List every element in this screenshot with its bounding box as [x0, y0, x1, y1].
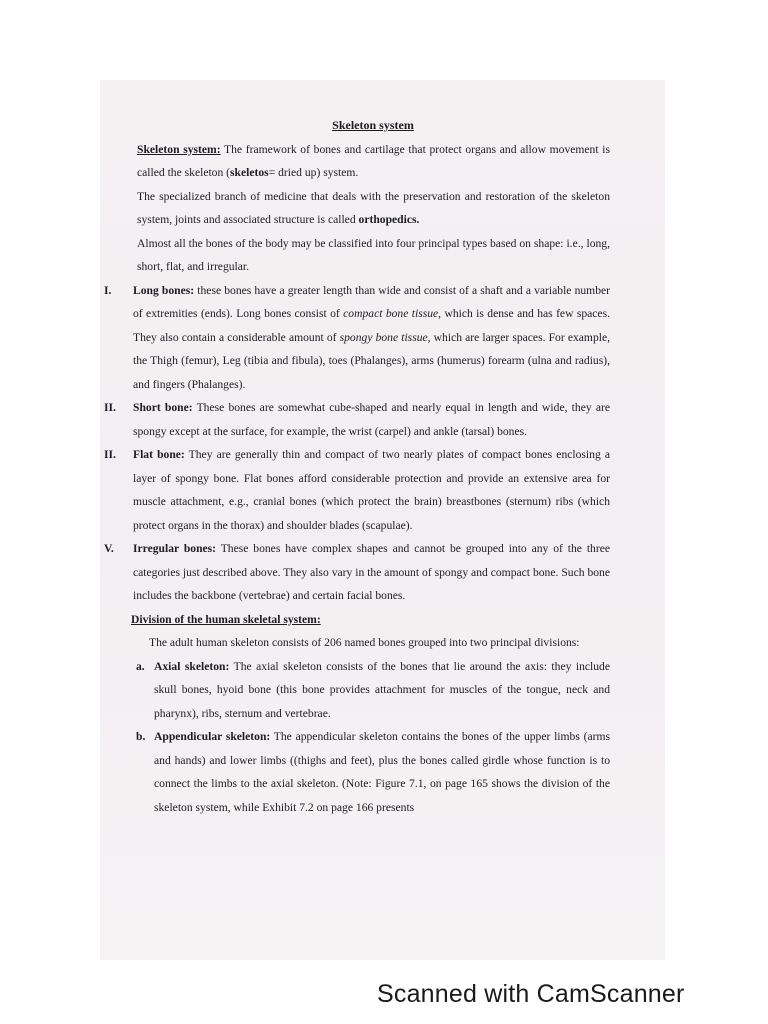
- camscanner-watermark: Scanned with CamScanner: [377, 980, 685, 1008]
- bone-type-text: They are generally thin and compact of two nearly plates of compact bones enclosing a layer of spongy bone. Flat bones afford considerable protection and provide an extensive area for muscle attachment, e.g., cranial bones (which protect the brain) breastbones (sternum) ribs (which protect organs in the thorax) and shoulder blades (scapulae).: [133, 448, 610, 532]
- bone-type-numeral: II.: [104, 401, 116, 414]
- bone-type-long: [104, 279, 611, 397]
- bone-type-numeral: I.: [104, 283, 112, 297]
- bone-type-text: , which is dense and has few spaces. They also contain a considerable amount of: [133, 307, 610, 344]
- bone-type-text: These bones have complex shapes and cannot be grouped into any of the three categories just described above. They also vary in the amount of spongy and compact bone. Such bone includes the backbone (vertebrae) and certain facial bones.: [133, 542, 610, 602]
- ortho-text: The specialized branch of medicine that deals with the preservation and restoration of the skeleton system, joints and associated structure is called: [137, 189, 610, 226]
- division-letter: b.: [136, 730, 146, 743]
- bone-type-text: These bones are somewhat cube-shaped and nearly equal in length and wide, they are spongy except at the surface, for example, the wrist (carpel) and ankle (tarsal) bones.: [133, 401, 610, 438]
- spongy-bone-tissue: spongy bone tissue: [339, 330, 428, 344]
- ortho-term: orthopedics.: [358, 213, 420, 226]
- division-intro: The adult human skeleton consists of 206 named bones grouped into two principal divisions:: [149, 636, 580, 649]
- bone-type-irregular: [104, 537, 610, 608]
- compact-bone-tissue: compact bone tissue: [343, 307, 439, 320]
- bone-type-text: these bones have a greater length than wide and consist of a shaft and a variable number of extremities (ends). Long bones consist of: [133, 283, 611, 320]
- intro-classification: Almost all the bones of the body may be classified into four principal types based on shape: i.e., long, short, flat, and irregular.: [137, 236, 610, 273]
- definition-term: Skeleton system:: [137, 142, 221, 156]
- bone-type-numeral: II.: [104, 448, 116, 461]
- bone-type-term: Short bone:: [133, 401, 193, 414]
- intro-definition: [137, 138, 610, 185]
- division-text: The appendicular skeleton contains the bones of the upper limbs (arms and hands) and lower limbs ((thighs and feet), plus the bones called girdle whose function is to connect the limbs to the axial skeleton. (Note: Figure 7.1, on page 165 shows the division of the skeleton system, while Exhibit 7.2 on page 166 presents: [154, 730, 610, 814]
- document-title: Skeleton system: [332, 118, 414, 132]
- bone-type-term: Flat bone:: [133, 448, 185, 461]
- division-appendicular: [136, 725, 610, 819]
- skeletos-term: skeletos: [230, 166, 269, 179]
- bone-type-numeral: V.: [104, 542, 114, 555]
- bone-type-term: Long bones:: [133, 283, 195, 297]
- intro-orthopedics: [137, 185, 610, 232]
- division-text: The axial skeleton consists of the bones that lie around the axis: they include skull bones, hyoid bone (this bone provides attachment for muscles of the tongue, neck and pharynx), ribs, sternum and vertebrae.: [154, 659, 611, 720]
- bone-type-text: , which are larger spaces. For example, the Thigh (femur), Leg (tibia and fibula), toes (Phalanges), arms (humerus) forearm (ulna and radius), and fingers (Phalanges).: [133, 330, 611, 391]
- definition-text: The framework of bones and cartilage that protect organs and allow movement is called the skeleton (: [137, 142, 610, 179]
- division-term: Axial skeleton:: [154, 659, 230, 673]
- division-axial: [136, 655, 611, 726]
- bone-type-short: [104, 396, 610, 443]
- division-heading: Division of the human skeletal system:: [131, 612, 321, 626]
- bone-type-term: Irregular bones:: [133, 542, 217, 555]
- skeletos-text: = dried up) system.: [268, 166, 359, 179]
- bone-type-flat: [104, 443, 610, 537]
- document-body: [100, 114, 610, 819]
- division-term: Appendicular skeleton:: [154, 730, 271, 743]
- division-letter: a.: [136, 659, 145, 673]
